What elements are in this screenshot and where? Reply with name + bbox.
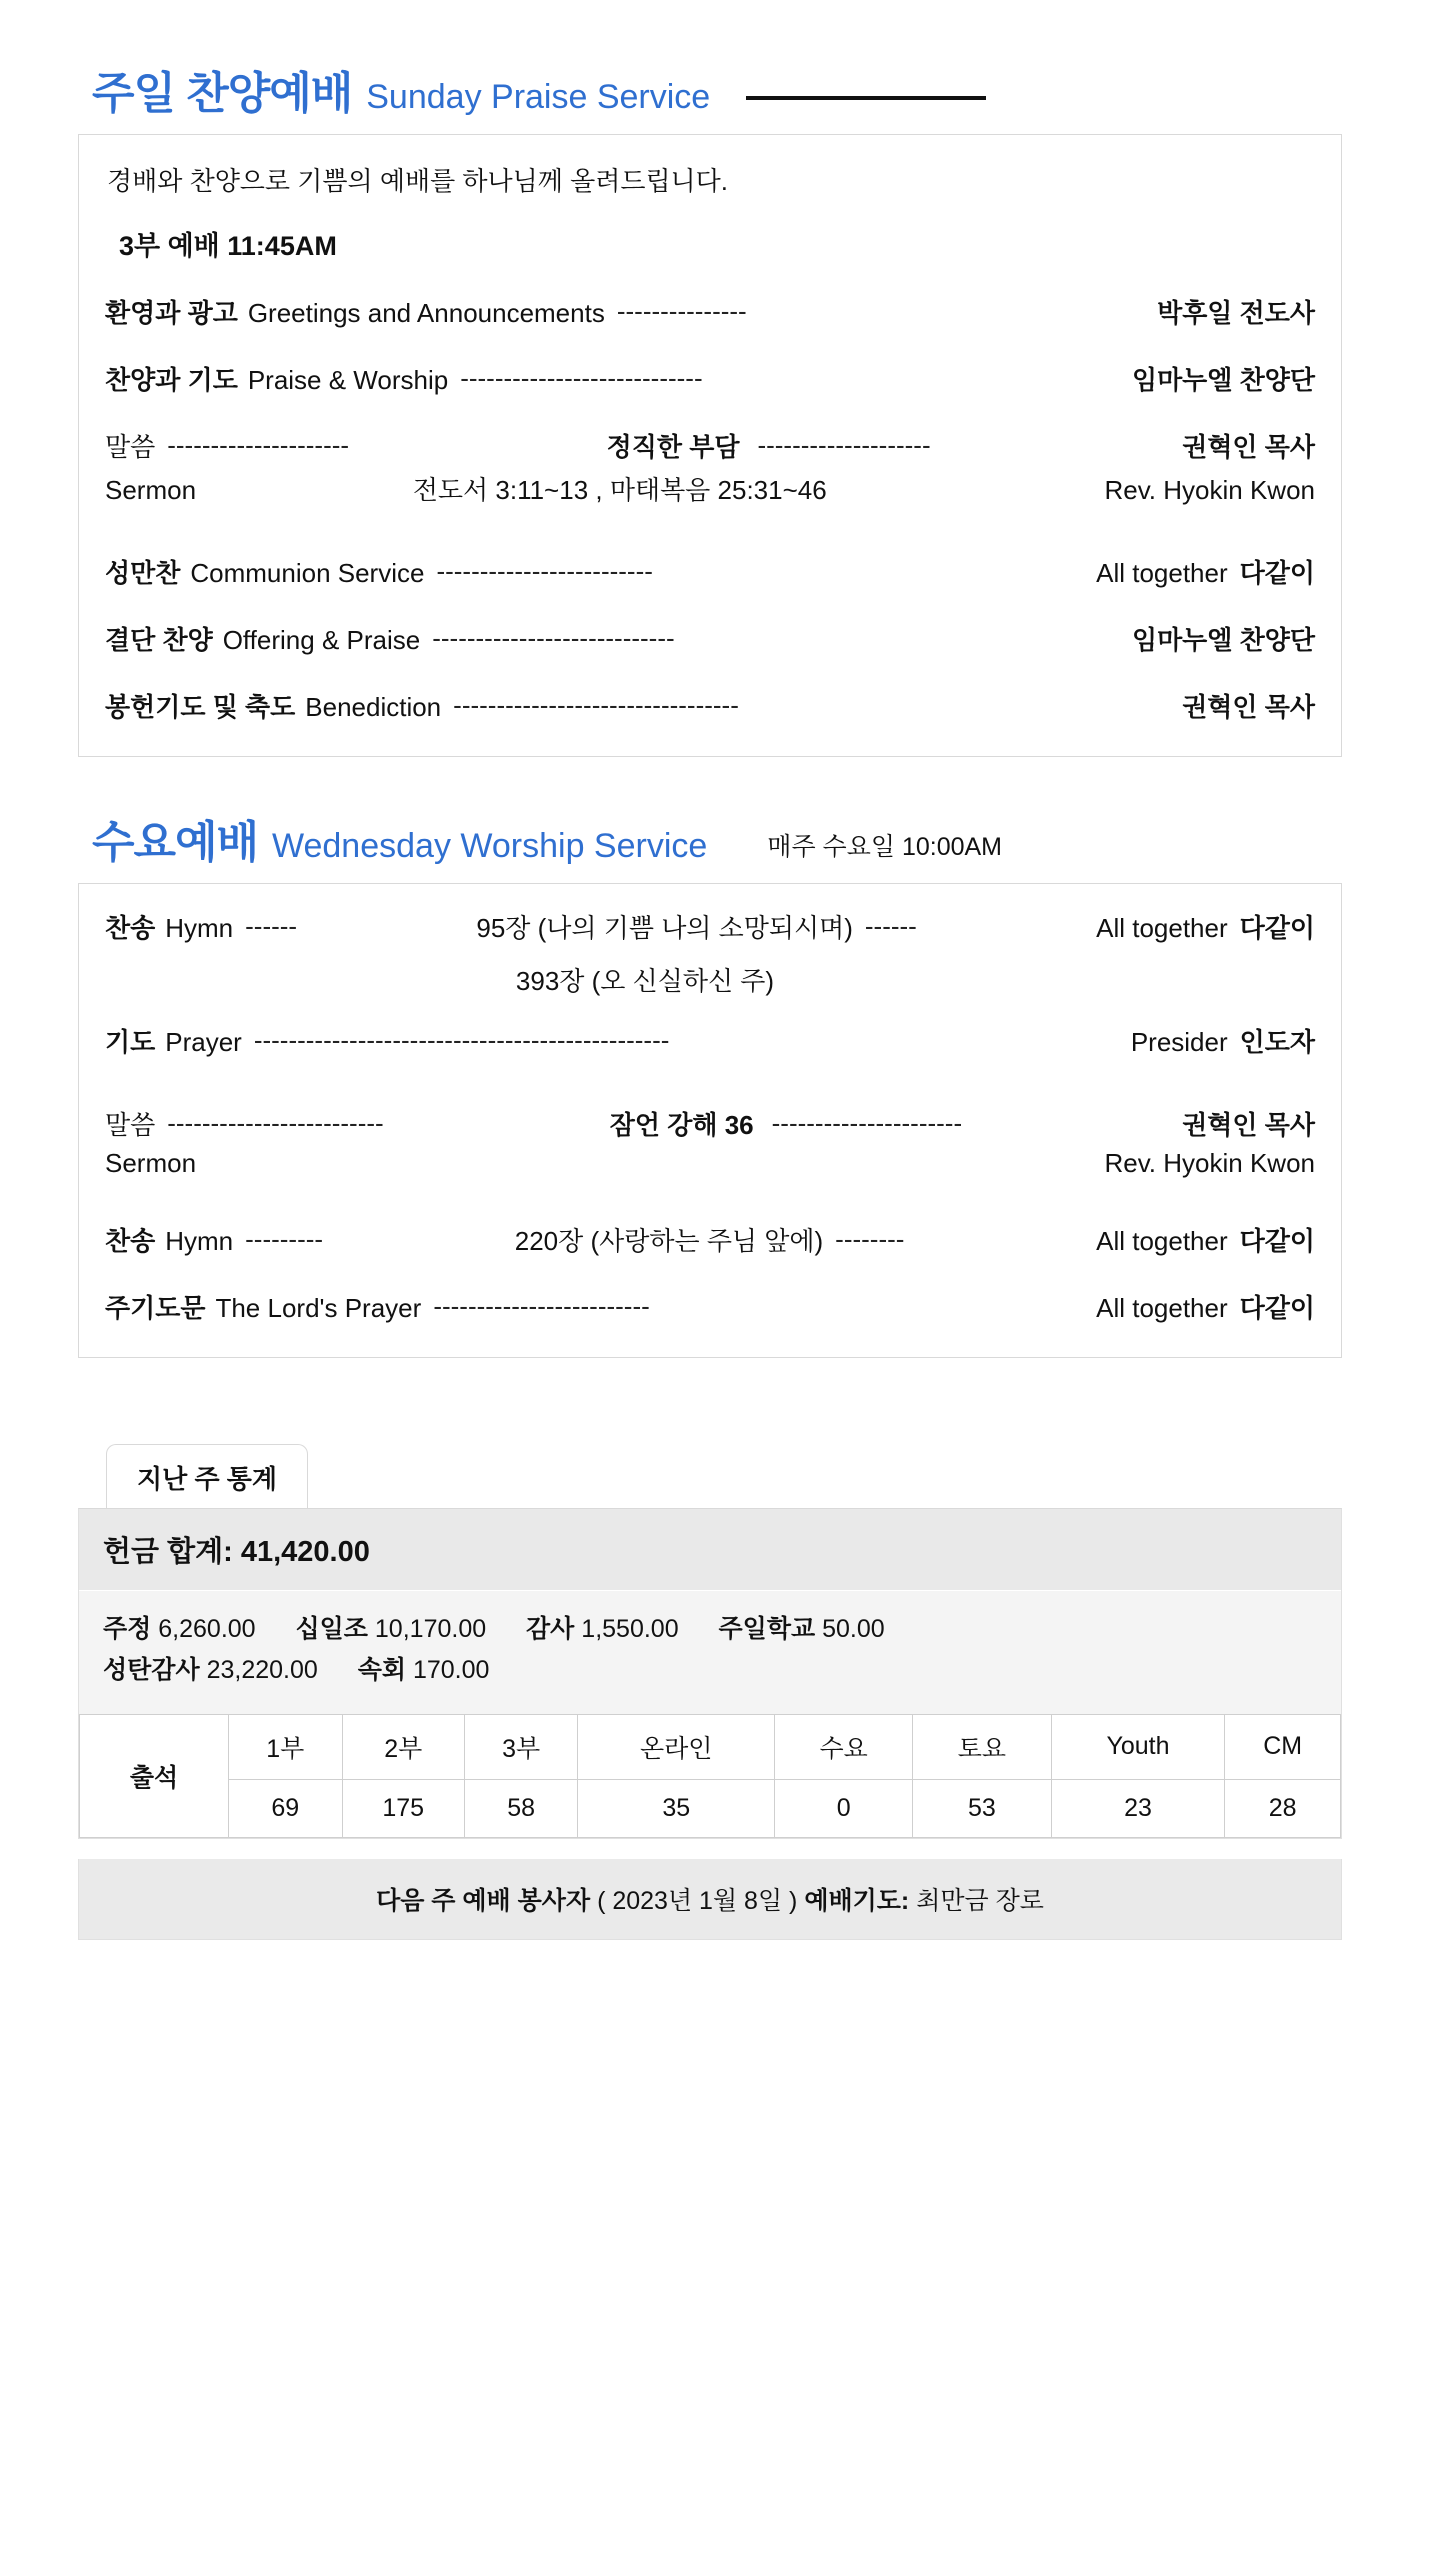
order-item-korean: 봉헌기도 및 축도 (105, 692, 296, 722)
order-item-right-korean: 권혁인 목사 (1182, 692, 1315, 722)
sermon-label-korean: 말씀 (105, 1110, 156, 1140)
hymn-label-english: Hymn (165, 913, 234, 943)
sermon-dots-left: --------------------- (167, 430, 350, 460)
table-row (80, 1779, 1341, 1837)
order-item (105, 908, 1315, 945)
attendance-label: 출석 (80, 1714, 229, 1837)
section-gap (0, 757, 1434, 821)
sermon-spacer (105, 519, 1315, 553)
offering-label: 십일조 (295, 1615, 368, 1643)
order-item-right-english: All together (1096, 558, 1228, 588)
table-row (80, 1714, 1341, 1779)
wednesday-order-box (78, 883, 1342, 1358)
order-item-korean: 성만찬 (105, 558, 181, 588)
order-item-korean: 결단 찬양 (105, 625, 213, 655)
prayer-label-korean: 기도 (105, 1027, 156, 1057)
order-item-english: Greetings and Announcements (247, 298, 605, 328)
order-item (105, 1022, 1315, 1059)
attendance-value: 28 (1225, 1779, 1341, 1837)
sunday-intro-text: 경배와 찬양으로 기쁨의 예배를 하나님께 올려드립니다. (107, 166, 729, 196)
sermon-title: 정직한 부담 (606, 432, 740, 462)
next-week-servers (78, 1859, 1342, 1940)
wednesday-heading-english: Wednesday Worship Service (272, 827, 708, 865)
hymn-title: 95장 (나의 기쁨 나의 소망되시며) (476, 913, 853, 943)
offering-value: 50.00 (822, 1615, 885, 1643)
hymn-dots-right: -------- (835, 1224, 905, 1254)
sermon-label-english: Sermon (105, 475, 197, 505)
offering-label: 주정 (103, 1615, 152, 1643)
offering-label: 속회 (357, 1656, 406, 1685)
attendance-header: CM (1225, 1714, 1341, 1779)
hymn-right-english: All together (1096, 913, 1228, 943)
order-item-english: Offering & Praise (222, 625, 421, 655)
offering-total: 헌금 합계: 41,420.00 (79, 1509, 1341, 1591)
order-item-right-korean: 박후일 전도사 (1157, 298, 1315, 328)
order-item-dots: ---------------------------- (460, 363, 703, 393)
order-item (105, 687, 1315, 724)
offering-label: 주일학교 (718, 1615, 816, 1643)
wednesday-schedule-note: 매주 수요일 10:00AM (767, 833, 1002, 861)
offering-value: 23,220.00 (206, 1656, 318, 1685)
order-item-english: Benediction (305, 692, 442, 722)
sermon-preacher-english: Rev. Hyokin Kwon (1104, 475, 1315, 505)
order-item-dots: ---------------------------- (432, 623, 675, 653)
attendance-header: 토요 (913, 1714, 1051, 1779)
wednesday-section-heading (92, 818, 1434, 867)
lords-prayer-right-korean: 다같이 (1239, 1293, 1315, 1323)
sermon-scripture: 전도서 3:11~13 , 마태복음 25:31~46 (412, 475, 827, 505)
lords-prayer-label-korean: 주기도문 (105, 1293, 206, 1323)
lords-prayer-right-english: All together (1096, 1293, 1228, 1323)
stats-tab-label: 지난 주 통계 (106, 1444, 308, 1508)
hymn-label-korean: 찬송 (105, 1226, 156, 1256)
offering-label: 성탄감사 (103, 1656, 200, 1685)
lords-prayer-dots: ------------------------- (433, 1291, 650, 1321)
sermon-label-korean: 말씀 (105, 432, 156, 462)
weekly-stats-section (78, 1444, 1342, 1940)
hymn-second-title: 393장 (오 신실하신 주) (515, 966, 775, 996)
wednesday-sermon-block (105, 1105, 1315, 1179)
sunday-order-box (78, 134, 1342, 757)
next-week-role-label: 예배기도: (804, 1886, 910, 1915)
sermon-title: 잠언 강해 36 (609, 1110, 754, 1140)
order-item-dots: --------------- (616, 296, 747, 326)
sunday-heading-english: Sunday Praise Service (366, 78, 711, 116)
sunday-sermon-block (105, 427, 1315, 507)
sermon-preacher-korean: 권혁인 목사 (1182, 1110, 1315, 1140)
order-item (105, 1221, 1315, 1258)
sermon-label-english: Sermon (105, 1148, 197, 1178)
order-item-korean: 찬양과 기도 (105, 365, 238, 395)
sunday-service-time: 3부 예배 11:45AM (119, 231, 337, 261)
order-item-right-korean: 임마누엘 찬양단 (1131, 625, 1315, 655)
hymn-right-korean: 다같이 (1239, 1226, 1315, 1256)
sermon-dots-right: -------------------- (757, 430, 931, 460)
offering-breakdown (79, 1591, 1341, 1714)
next-week-date: ( 2023년 1월 8일 ) (597, 1886, 798, 1915)
sermon-dots-left: ------------------------- (167, 1108, 384, 1138)
hymn-title: 220장 (사랑하는 주님 앞에) (514, 1226, 824, 1256)
attendance-header: 2부 (342, 1714, 464, 1779)
attendance-value: 69 (229, 1779, 343, 1837)
wednesday-heading-korean: 수요예배 (92, 818, 259, 867)
offering-value: 170.00 (412, 1656, 490, 1685)
offering-value: 10,170.00 (374, 1615, 487, 1643)
order-item-dots: --------------------------------- (453, 690, 739, 720)
order-item-dots: ------------------------- (436, 556, 653, 586)
prayer-right-english: Presider (1130, 1027, 1228, 1057)
order-item (105, 360, 1315, 397)
order-item-english: Communion Service (190, 558, 425, 588)
attendance-value: 23 (1051, 1779, 1225, 1837)
attendance-header: 온라인 (578, 1714, 775, 1779)
attendance-value: 0 (775, 1779, 913, 1837)
sunday-heading-korean: 주일 찬양예배 (92, 69, 353, 118)
attendance-table (79, 1714, 1341, 1838)
hymn-dots-right: ------ (864, 911, 917, 941)
offering-label: 감사 (526, 1615, 575, 1643)
attendance-value: 58 (464, 1779, 578, 1837)
hymn-label-korean: 찬송 (105, 913, 156, 943)
sermon-preacher-english: Rev. Hyokin Kwon (1104, 1148, 1315, 1178)
spacer (105, 1089, 1315, 1105)
hymn-right-korean: 다같이 (1239, 913, 1315, 943)
attendance-value: 175 (342, 1779, 464, 1837)
spacer (105, 1191, 1315, 1221)
stats-box (78, 1508, 1342, 1839)
top-spacer (0, 0, 1434, 72)
order-item-english: Praise & Worship (247, 365, 449, 395)
heading-rule (746, 96, 986, 100)
attendance-header: 1부 (229, 1714, 343, 1779)
attendance-header: Youth (1051, 1714, 1225, 1779)
lords-prayer-label-english: The Lord's Prayer (215, 1293, 422, 1323)
order-item-right-korean: 임마누엘 찬양단 (1131, 365, 1315, 395)
next-week-title: 다음 주 예배 봉사자 (376, 1886, 591, 1915)
order-item (105, 293, 1315, 330)
sunday-section-heading (92, 69, 1434, 118)
order-item (105, 553, 1315, 590)
hymn-label-english: Hymn (165, 1226, 234, 1256)
offering-value: 1,550.00 (581, 1615, 679, 1643)
sermon-dots-right: ---------------------- (771, 1108, 963, 1138)
order-item (105, 1288, 1315, 1325)
hymn-dots-left: ------ (245, 911, 298, 941)
prayer-label-english: Prayer (165, 1027, 242, 1057)
attendance-value: 35 (578, 1779, 775, 1837)
next-week-person: 최만금 장로 (916, 1886, 1044, 1915)
attendance-header: 3부 (464, 1714, 578, 1779)
order-item (105, 620, 1315, 657)
order-item-right-korean: 다같이 (1239, 558, 1315, 588)
hymn-dots-left: --------- (245, 1224, 324, 1254)
offering-value: 6,260.00 (158, 1615, 256, 1643)
hymn-right-english: All together (1096, 1226, 1228, 1256)
attendance-header: 수요 (775, 1714, 913, 1779)
order-item-korean: 환영과 광고 (105, 298, 238, 328)
prayer-dots: ------------------------------------------------ (253, 1025, 670, 1055)
section-gap (0, 1358, 1434, 1444)
sermon-preacher-korean: 권혁인 목사 (1182, 432, 1316, 462)
attendance-value: 53 (913, 1779, 1051, 1837)
prayer-right-korean: 인도자 (1239, 1027, 1315, 1057)
